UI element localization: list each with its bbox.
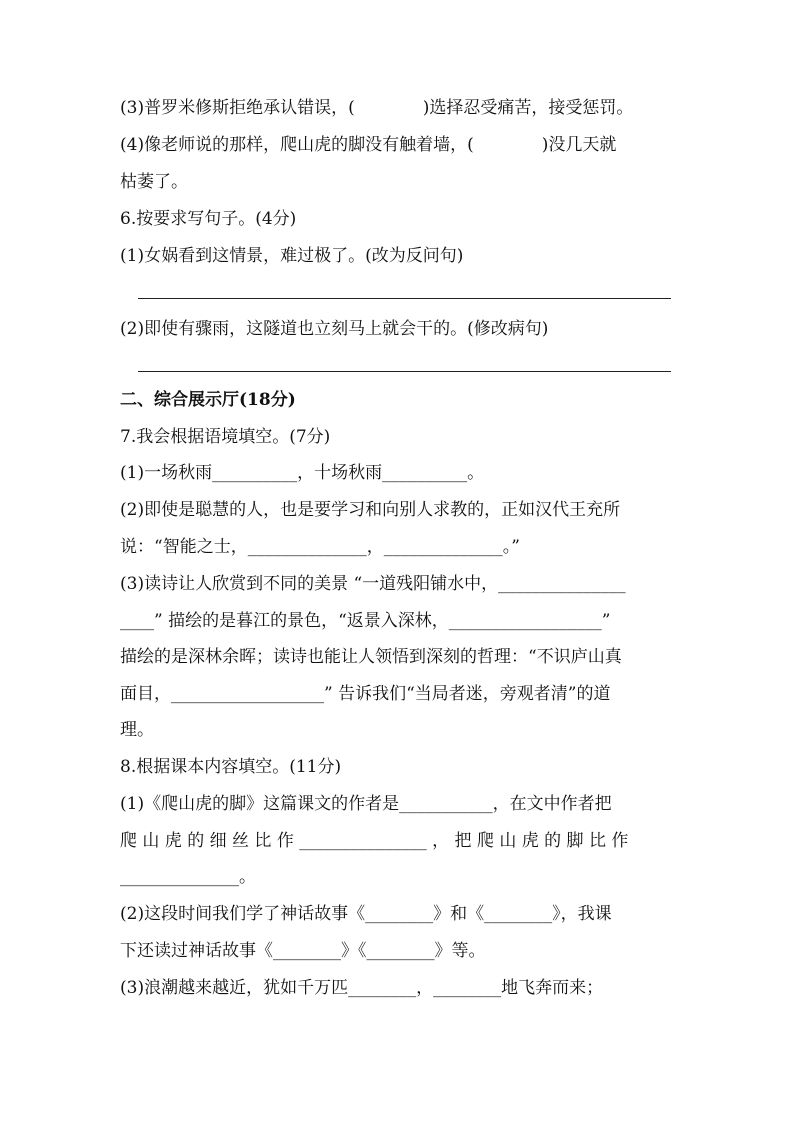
question-8-item-1-line-2: 爬 山 虎 的 细 丝 比 作 _______________ ， 把 爬 山 虎 的 脚 比 作 [120, 831, 629, 851]
answer-line-6-2 [138, 371, 671, 372]
question-5-item-4: (4)像老师说的那样，爬山虎的脚没有触着墙，( )没几天就 [120, 135, 617, 155]
answer-line-6-1 [138, 298, 671, 299]
question-6-item-2: (2)即使有骤雨，这隧道也立刻马上就会干的。(修改病句) [120, 319, 549, 339]
question-7-heading: 7.我会根据语境填空。(7分) [120, 427, 331, 447]
question-7-item-1: (1)一场秋雨__________，十场秋雨__________。 [120, 463, 485, 483]
question-7-item-3: (3)读诗让人欣赏到不同的美景 “一道残阳铺水中，_______________ [120, 574, 626, 594]
question-7-item-3-line-4: 面目，__________________” 告诉我们“当局者迷，旁观者清”的道 [120, 684, 611, 704]
question-8-item-1-line-3: ______________。 [120, 867, 256, 887]
question-8-item-2: (2)这段时间我们学了神话故事《________》和《________》，我课 [120, 904, 612, 924]
question-7-item-2-continued: 说：“智能之士，______________，______________。” [120, 537, 520, 557]
question-7-item-3-line-3: 描绘的是深林余晖；读诗也能让人领悟到深刻的哲理：“不识庐山真 [120, 647, 622, 667]
question-7-item-2: (2)即使是聪慧的人，也是要学习和向别人求教的，正如汉代王充所 [120, 500, 621, 520]
question-6-item-1: (1)女娲看到这情景，难过极了。(改为反问句) [120, 246, 464, 266]
question-8-item-1: (1)《爬山虎的脚》这篇课文的作者是___________，在文中作者把 [120, 794, 612, 814]
question-7-item-3-line-2: ____” 描绘的是暮江的景色，“返景入深林，__________________” [120, 611, 611, 631]
section-2-heading: 二、综合展示厅(18分) [120, 390, 296, 410]
question-7-item-3-line-5: 理。 [120, 720, 154, 740]
question-6-heading: 6.按要求写句子。(4分) [120, 209, 297, 229]
question-8-item-2-continued: 下还读过神话故事《________》《________》等。 [120, 941, 486, 961]
question-5-item-4-continued: 枯萎了。 [120, 172, 188, 192]
question-5-item-3: (3)普罗米修斯拒绝承认错误，( )选择忍受痛苦，接受惩罚。 [120, 98, 634, 118]
question-8-heading: 8.根据课本内容填空。(11分) [120, 757, 342, 777]
question-8-item-3: (3)浪潮越来越近，犹如千万匹________，________地飞奔而来； [120, 978, 604, 998]
